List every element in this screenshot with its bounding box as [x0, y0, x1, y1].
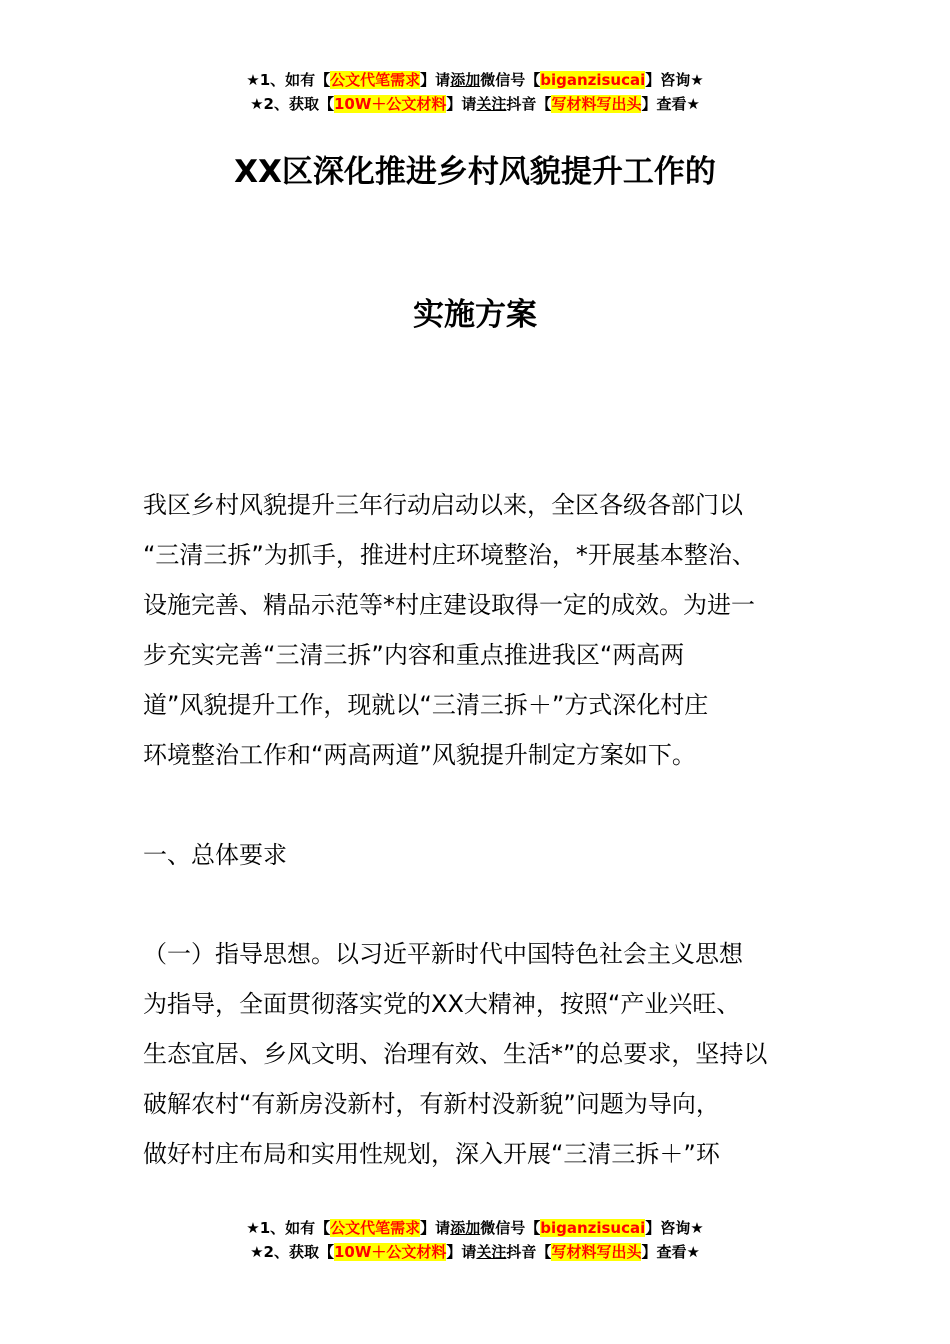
promo-text: 】查看★	[641, 95, 700, 113]
document-title-line-1: XX区深化推进乡村风貌提升工作的	[234, 154, 716, 190]
paragraph-line: 生态宜居、乡风文明、治理有效、生活*”的总要求，坚持以	[143, 1040, 768, 1068]
paragraph-line: “三清三拆”为抓手，推进村庄环境整治，*开展基本整治、	[143, 541, 756, 569]
intro-paragraph	[143, 480, 756, 780]
promo-wechat-id: biganzisucai	[540, 71, 646, 89]
promo-underlined-text: 关注	[476, 95, 507, 113]
promo-text: 】查看★	[641, 1243, 700, 1261]
promo-text: ★1、如有【	[246, 1219, 331, 1237]
paragraph-line: 设施完善、精品示范等*村庄建设取得一定的成效。为进一	[143, 591, 755, 619]
promo-highlight: 公文代笔需求	[330, 1219, 421, 1237]
promo-text: 】咨询★	[645, 71, 704, 89]
promo-text: ★2、获取【	[250, 1243, 334, 1261]
promo-text: 微信号【	[480, 71, 541, 89]
promo-text: 】请	[420, 1219, 451, 1237]
promo-text: 】请	[446, 1243, 477, 1261]
promo-text: 微信号【	[480, 1219, 541, 1237]
promo-line-2	[0, 1240, 950, 1264]
paragraph-line: 破解农村“有新房没新村，有新村没新貌”问题为导向，	[143, 1090, 720, 1118]
promo-text: 抖音【	[506, 95, 552, 113]
promo-line-2	[0, 92, 950, 116]
promo-highlight: 公文代笔需求	[330, 71, 421, 89]
section-heading: 一、总体要求	[143, 841, 287, 869]
promo-highlight: 10W＋公文材料	[333, 1243, 447, 1261]
paragraph-line: 道”风貌提升工作，现就以“三清三拆＋”方式深化村庄	[143, 691, 709, 719]
paragraph-line: 我区乡村风貌提升三年行动启动以来，全区各级各部门以	[143, 491, 743, 519]
paragraph-line: （一）指导思想。以习近平新时代中国特色社会主义思想	[143, 940, 743, 968]
promo-wechat-id: biganzisucai	[540, 1219, 646, 1237]
promo-line-1	[0, 1216, 950, 1240]
promo-text: 】请	[446, 95, 477, 113]
promo-text: 】请	[420, 71, 451, 89]
paragraph-line: 为指导，全面贯彻落实党的XX大精神，按照“产业兴旺、	[143, 990, 741, 1018]
promo-underlined-text: 关注	[476, 1243, 507, 1261]
document-title-line-2: 实施方案	[413, 297, 537, 333]
promo-text: 】咨询★	[645, 1219, 704, 1237]
promo-line-1	[0, 68, 950, 92]
promo-underlined-text: 添加	[450, 71, 481, 89]
promo-text: ★1、如有【	[246, 71, 331, 89]
top-promo-banner	[0, 68, 950, 116]
promo-underlined-text: 添加	[450, 1219, 481, 1237]
promo-douyin-id: 写材料写出头	[551, 95, 642, 113]
paragraph-line: 环境整治工作和“两高两道”风貌提升制定方案如下。	[143, 741, 696, 769]
promo-text: ★2、获取【	[250, 95, 334, 113]
guidance-paragraph	[143, 929, 767, 1179]
paragraph-line: 步充实完善“三清三拆”内容和重点推进我区“两高两	[143, 641, 685, 669]
promo-douyin-id: 写材料写出头	[551, 1243, 642, 1261]
bottom-promo-banner	[0, 1216, 950, 1264]
paragraph-line: 做好村庄布局和实用性规划，深入开展“三清三拆＋”环	[143, 1140, 720, 1168]
promo-highlight: 10W＋公文材料	[333, 95, 447, 113]
promo-text: 抖音【	[506, 1243, 552, 1261]
